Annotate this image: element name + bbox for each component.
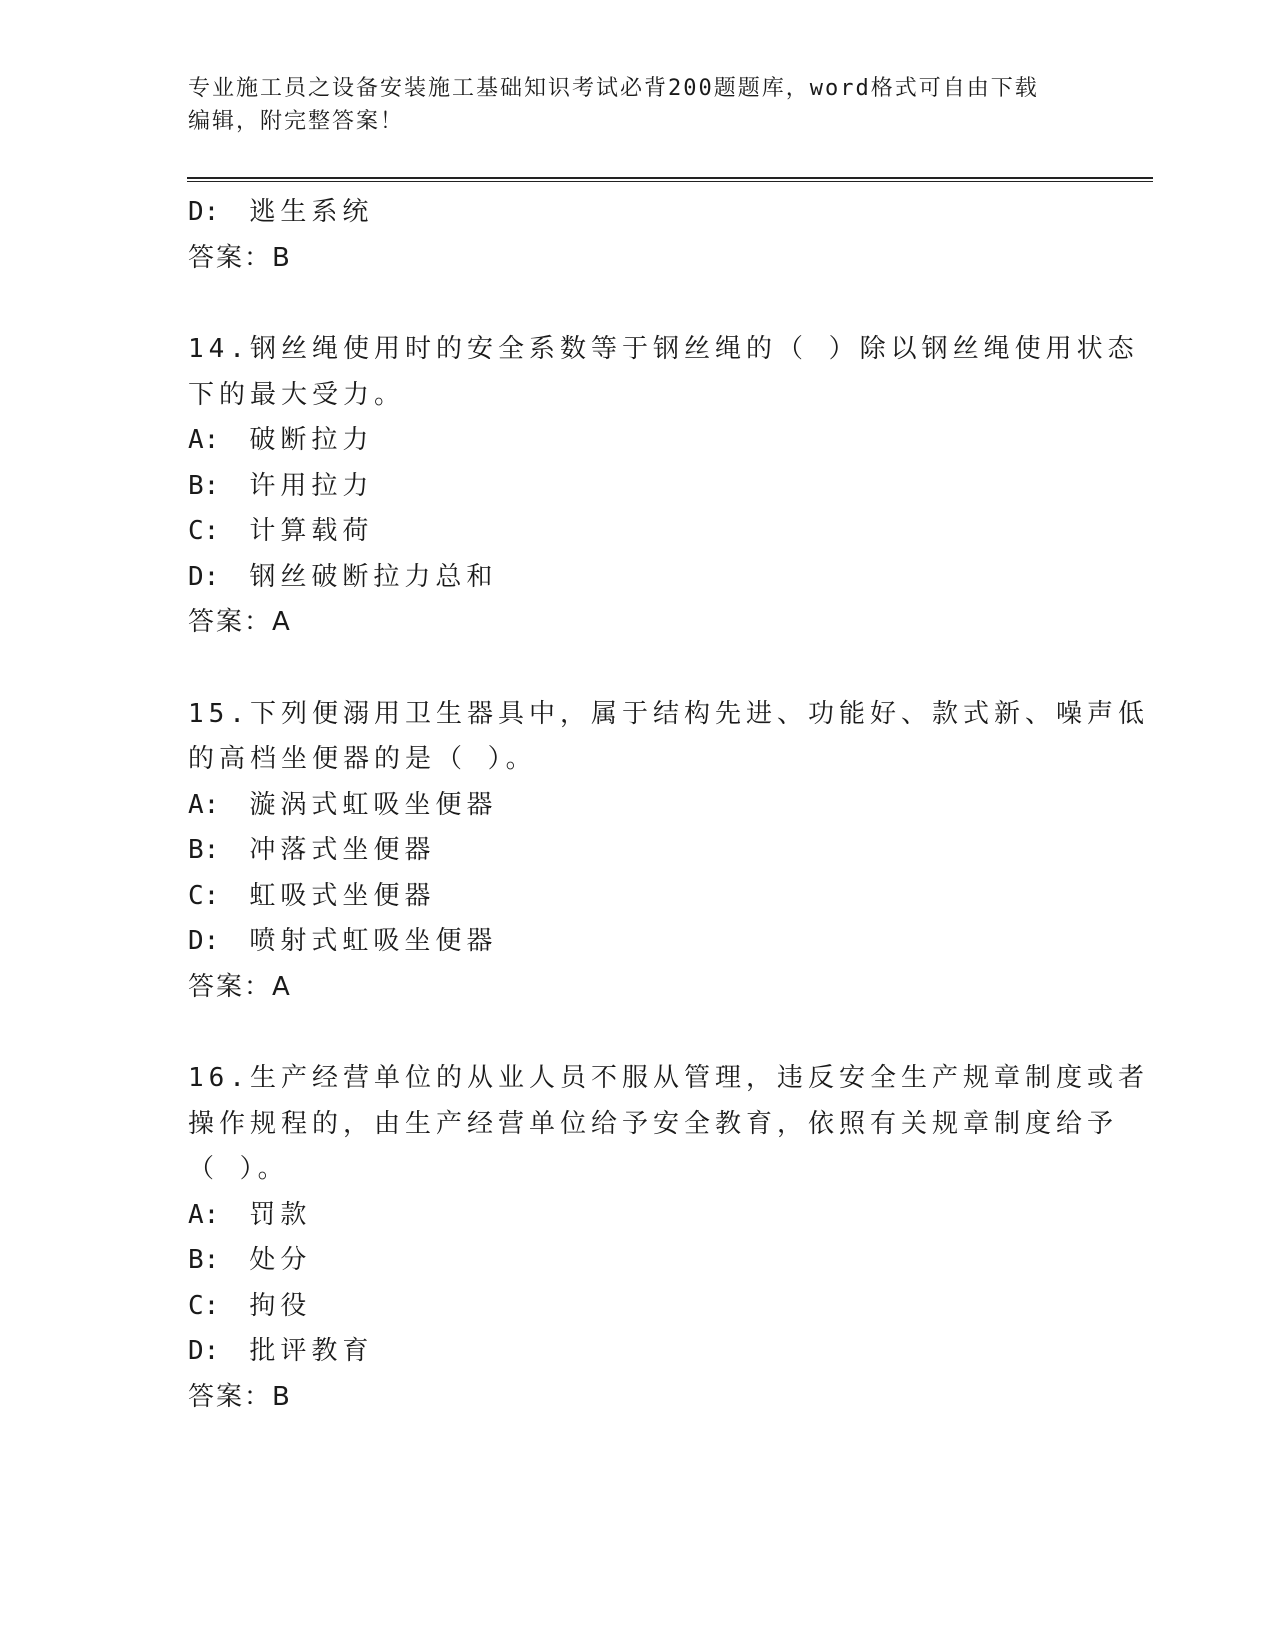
option-c: C: 拘役 [188,1290,312,1321]
question-text: 14.钢丝绳使用时的安全系数等于钢丝绳的（ ）除以钢丝绳使用状态 [188,334,1139,364]
header-line-1: 专业施工员之设备安装施工基础知识考试必背200题题库，word格式可自由下载 [188,76,1039,101]
option-a: A: 破断拉力 [188,425,374,455]
question-text: 的高档坐便器的是（ ）。 [188,744,537,774]
header-divider [187,177,1153,182]
answer: 答案：B [188,1381,292,1412]
option-a: A: 漩涡式虹吸坐便器 [188,789,498,820]
answer: 答案：A [188,971,292,1002]
option-d: D: 喷射式虹吸坐便器 [188,926,498,956]
option-d: D: 逃生系统 [188,197,374,227]
option-c: C: 计算载荷 [188,516,374,546]
question-text: 操作规程的，由生产经营单位给予安全教育，依照有关规章制度给予 [188,1108,1119,1139]
option-b: B: 许用拉力 [188,470,374,501]
question-text: 下的最大受力。 [188,379,406,410]
document-header [188,72,1088,138]
question-list [188,190,1149,1420]
option-b: B: 冲落式坐便器 [188,835,436,865]
option-a: A: 罚款 [188,1199,312,1230]
previous-question-tail [188,190,1088,281]
option-c: C: 虹吸式坐便器 [188,880,436,911]
option-d: D: 批评教育 [188,1336,374,1366]
question-text: 16.生产经营单位的从业人员不服从管理，违反安全生产规章制度或者 [188,1063,1149,1093]
question-16 [188,1056,1149,1420]
option-b: B: 处分 [188,1245,312,1275]
question-text: 15.下列便溺用卫生器具中，属于结构先进、功能好、款式新、噪声低 [188,698,1149,729]
question-15 [188,692,1149,1011]
answer: 答案：A [188,607,292,637]
option-d: D: 钢丝破断拉力总和 [188,561,498,592]
question-text: （ ）。 [188,1154,289,1184]
header-line-2: 编辑，附完整答案！ [188,109,405,134]
question-14 [188,327,1139,646]
answer: 答案：B [188,242,292,273]
